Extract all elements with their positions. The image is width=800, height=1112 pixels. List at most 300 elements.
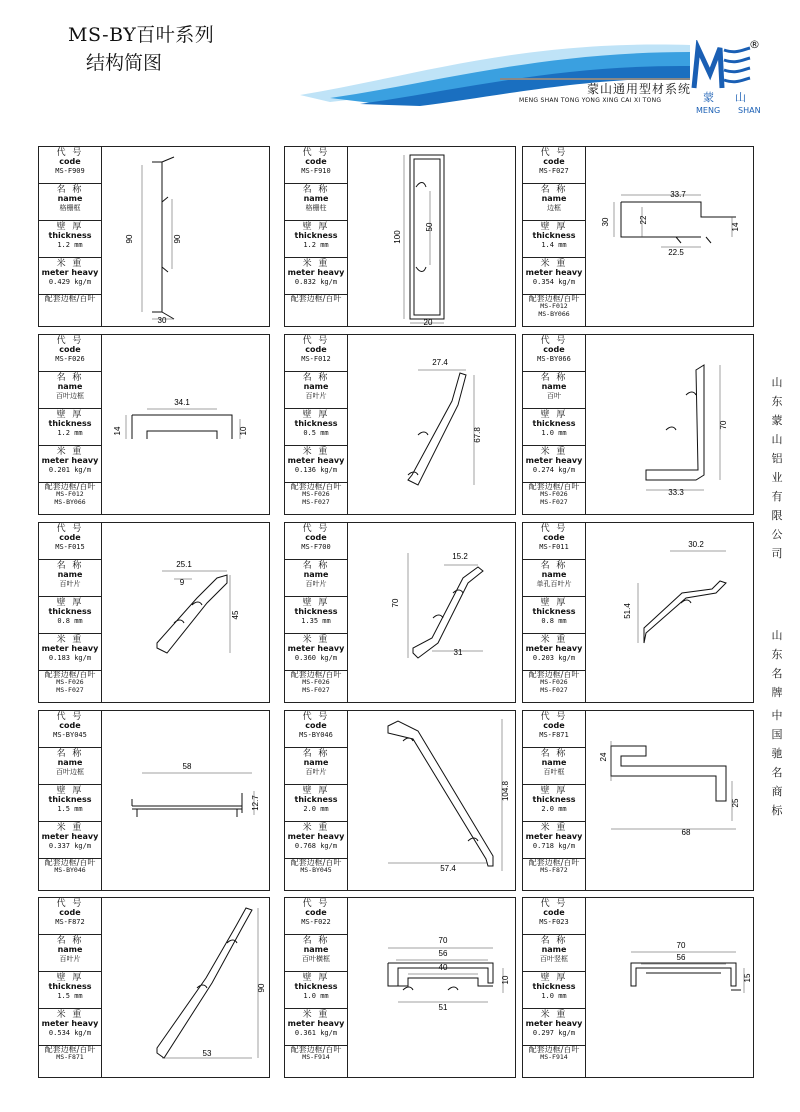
profile-drawing [586, 523, 754, 703]
thickness-label-cn: 壁 厚 [302, 222, 330, 232]
profile-drawing [348, 711, 516, 891]
weight-value: 0.337 kg/m [48, 841, 92, 850]
dimension-label: 104.8 [501, 780, 510, 802]
match-cell [39, 671, 101, 704]
name-value: 单孔百叶片 [536, 579, 572, 588]
match-label: 配套边框/百叶 [44, 482, 96, 491]
name-label-en: name [57, 382, 83, 392]
weight-cell [285, 446, 347, 483]
code-cell [523, 147, 585, 184]
match-label: 配套边框/百叶 [528, 482, 580, 491]
thickness-label-cn: 壁 厚 [302, 410, 330, 420]
name-label-cn: 名 称 [302, 373, 330, 383]
weight-cell [523, 258, 585, 295]
thickness-value: 1.0 mm [541, 428, 567, 437]
thickness-cell [285, 409, 347, 446]
profile-drawing [586, 898, 754, 1078]
match-cell [523, 483, 585, 516]
code-label-en: code [305, 157, 327, 167]
weight-label-cn: 米 重 [302, 447, 330, 457]
name-value: 百叶片 [305, 391, 327, 400]
name-cell [523, 184, 585, 221]
thickness-cell [285, 972, 347, 1009]
code-label-cn: 代 号 [540, 148, 568, 158]
code-label-cn: 代 号 [302, 336, 330, 346]
thickness-label-en: thickness [532, 419, 576, 429]
match-cell [523, 859, 585, 892]
match-value: MS-F026 MS-F027 [302, 678, 330, 694]
profile-card-ms-f027 [522, 146, 754, 327]
thickness-value: 1.2 mm [57, 240, 83, 249]
thickness-label-en: thickness [532, 795, 576, 805]
thickness-cell [523, 409, 585, 446]
thickness-label-cn: 壁 厚 [56, 410, 84, 420]
profile-drawing [348, 335, 516, 515]
dimension-lines [408, 553, 483, 658]
name-value: 格栅框 [59, 203, 81, 212]
code-value: MS-F872 [55, 917, 85, 926]
dimension-lines [388, 719, 502, 871]
dimension-label: 15.2 [452, 552, 468, 561]
name-label-en: name [541, 570, 567, 580]
dimension-label: 30 [157, 316, 167, 325]
weight-value: 0.201 kg/m [48, 465, 92, 474]
dimension-label: 24 [599, 752, 608, 762]
weight-value: 0.534 kg/m [48, 1028, 92, 1037]
name-cell [285, 184, 347, 221]
code-cell [39, 523, 101, 560]
dimension-label: 33.3 [668, 488, 684, 497]
name-label-cn: 名 称 [56, 936, 84, 946]
match-label: 配套边框/百叶 [528, 1045, 580, 1054]
spec-table [285, 523, 348, 702]
weight-value: 0.183 kg/m [48, 653, 92, 662]
name-cell [523, 935, 585, 972]
name-cell [285, 560, 347, 597]
name-label-cn: 名 称 [540, 185, 568, 195]
spec-table [285, 335, 348, 514]
weight-label-en: meter heavy [287, 456, 345, 466]
profile-card-ms-f011 [522, 522, 754, 703]
code-cell [39, 898, 101, 935]
name-cell [39, 748, 101, 785]
name-label-en: name [57, 758, 83, 768]
weight-label-cn: 米 重 [540, 447, 568, 457]
match-cell [285, 671, 347, 704]
weight-value: 0.429 kg/m [48, 277, 92, 286]
dimension-label: 15 [743, 973, 752, 983]
profile-drawing [348, 523, 516, 703]
weight-value: 0.354 kg/m [532, 277, 576, 286]
dimension-label: 51.4 [623, 603, 632, 619]
weight-label-cn: 米 重 [56, 259, 84, 269]
name-label-cn: 名 称 [540, 936, 568, 946]
dimension-label: 51 [438, 1003, 448, 1012]
code-label-en: code [305, 533, 327, 543]
profile-card-ms-f022 [284, 897, 516, 1078]
thickness-value: 1.35 mm [301, 616, 331, 625]
dimension-label: 90 [257, 983, 266, 993]
name-label-cn: 名 称 [302, 936, 330, 946]
code-value: MS-F026 [55, 354, 85, 363]
dimension-label: 70 [438, 936, 448, 945]
spec-table [523, 147, 586, 326]
weight-label-cn: 米 重 [56, 1010, 84, 1020]
thickness-value: 1.5 mm [57, 804, 83, 813]
spec-table [39, 711, 102, 890]
profile-drawing [348, 147, 516, 327]
name-value: 百叶片 [59, 954, 81, 963]
weight-value: 0.832 kg/m [294, 277, 338, 286]
code-label-en: code [59, 533, 81, 543]
weight-value: 0.297 kg/m [532, 1028, 576, 1037]
weight-label-cn: 米 重 [56, 823, 84, 833]
code-label-cn: 代 号 [56, 524, 84, 534]
match-value: MS-BY045 [300, 866, 332, 875]
thickness-value: 1.2 mm [57, 428, 83, 437]
thickness-cell [523, 785, 585, 822]
name-label-cn: 名 称 [302, 185, 330, 195]
match-label: 配套边框/百叶 [44, 670, 96, 679]
dimension-label: 57.4 [440, 864, 456, 873]
name-value: 百叶片 [305, 767, 327, 776]
thickness-label-en: thickness [532, 607, 576, 617]
thickness-cell [285, 785, 347, 822]
weight-label-cn: 米 重 [56, 447, 84, 457]
weight-label-cn: 米 重 [540, 1010, 568, 1020]
match-cell [523, 671, 585, 704]
thickness-cell [285, 597, 347, 634]
weight-label-en: meter heavy [41, 644, 99, 654]
profile-drawing [102, 711, 270, 891]
code-label-cn: 代 号 [56, 899, 84, 909]
dimension-label: 27.4 [432, 358, 448, 367]
code-value: MS-F027 [539, 166, 569, 175]
thickness-label-cn: 壁 厚 [56, 598, 84, 608]
profile-card-ms-f910 [284, 146, 516, 327]
spec-table [523, 898, 586, 1077]
code-label-en: code [543, 345, 565, 355]
name-value: 百叶横框 [302, 954, 330, 963]
code-cell [285, 711, 347, 748]
name-label-cn: 名 称 [302, 749, 330, 759]
dimension-label: 53 [202, 1049, 212, 1058]
name-cell [39, 560, 101, 597]
weight-label-en: meter heavy [41, 832, 99, 842]
profile-card-ms-f023 [522, 897, 754, 1078]
thickness-cell [523, 597, 585, 634]
code-cell [39, 147, 101, 184]
thickness-value: 0.8 mm [541, 616, 567, 625]
spec-table [39, 523, 102, 702]
thickness-value: 1.2 mm [303, 240, 329, 249]
name-cell [39, 184, 101, 221]
profile-outline [631, 963, 741, 990]
thickness-label-cn: 壁 厚 [540, 598, 568, 608]
code-value: MS-F023 [539, 917, 569, 926]
weight-label-en: meter heavy [525, 1019, 583, 1029]
weight-value: 0.274 kg/m [532, 465, 576, 474]
code-label-en: code [305, 908, 327, 918]
weight-cell [523, 822, 585, 859]
dimension-lines [638, 551, 726, 643]
thickness-label-en: thickness [48, 419, 92, 429]
dimension-lines [614, 195, 732, 247]
dimension-label: 33.7 [670, 190, 686, 199]
dimension-label: 70 [719, 420, 728, 430]
name-label-en: name [303, 945, 329, 955]
name-label-en: name [541, 945, 567, 955]
match-cell [285, 859, 347, 892]
match-value: MS-F914 [540, 1053, 568, 1062]
thickness-value: 1.0 mm [303, 991, 329, 1000]
weight-cell [285, 822, 347, 859]
name-label-cn: 名 称 [56, 185, 84, 195]
code-label-cn: 代 号 [56, 148, 84, 158]
dimension-label: 30 [601, 217, 610, 227]
thickness-value: 1.0 mm [541, 991, 567, 1000]
spec-table [523, 523, 586, 702]
weight-value: 0.718 kg/m [532, 841, 576, 850]
code-label-en: code [305, 721, 327, 731]
profile-card-ms-f015 [38, 522, 270, 703]
weight-label-en: meter heavy [41, 1019, 99, 1029]
code-label-en: code [543, 721, 565, 731]
code-label-en: code [543, 908, 565, 918]
profile-card-ms-by045 [38, 710, 270, 891]
match-label: 配套边框/百叶 [528, 670, 580, 679]
code-value: MS-F910 [301, 166, 331, 175]
dimension-label: 70 [391, 598, 400, 608]
code-cell [523, 711, 585, 748]
profile-outline [413, 567, 483, 658]
profile-outline [132, 415, 232, 439]
match-cell [285, 295, 347, 328]
code-value: MS-F012 [301, 354, 331, 363]
weight-label-cn: 米 重 [56, 635, 84, 645]
thickness-cell [39, 785, 101, 822]
match-label: 配套边框/百叶 [44, 294, 96, 303]
thickness-label-cn: 壁 厚 [302, 786, 330, 796]
dimension-label: 9 [179, 578, 185, 587]
name-label-cn: 名 称 [56, 561, 84, 571]
profile-outline [646, 365, 704, 480]
weight-value: 0.203 kg/m [532, 653, 576, 662]
thickness-label-en: thickness [48, 607, 92, 617]
thickness-value: 2.0 mm [303, 804, 329, 813]
name-cell [523, 560, 585, 597]
code-cell [285, 147, 347, 184]
weight-label-en: meter heavy [525, 268, 583, 278]
thickness-cell [39, 972, 101, 1009]
profile-card-ms-f871 [522, 710, 754, 891]
brand-name-en: MENG SHAN TONG YONG XING CAI XI TONG [519, 97, 662, 104]
thickness-label-en: thickness [294, 231, 338, 241]
match-label: 配套边框/百叶 [290, 294, 342, 303]
logo-en-2: SHAN [738, 106, 761, 115]
profile-drawing [586, 335, 754, 515]
weight-cell [39, 258, 101, 295]
code-label-en: code [543, 157, 565, 167]
match-value: MS-BY046 [54, 866, 86, 875]
profile-outline [157, 908, 252, 1058]
profile-card-ms-by046 [284, 710, 516, 891]
logo-cn-2: 山 [735, 91, 746, 104]
thickness-cell [39, 221, 101, 258]
dimension-label: 14 [731, 222, 740, 232]
match-value: MS-F012 MS-BY066 [54, 490, 86, 506]
match-cell [39, 483, 101, 516]
profile-outline [132, 793, 242, 817]
weight-value: 0.360 kg/m [294, 653, 338, 662]
spec-table [285, 711, 348, 890]
weight-label-en: meter heavy [525, 832, 583, 842]
name-value: 百叶边框 [56, 767, 84, 776]
profile-card-ms-f700 [284, 522, 516, 703]
match-cell [39, 859, 101, 892]
match-value: MS-F012 MS-BY066 [538, 302, 570, 318]
code-label-en: code [59, 908, 81, 918]
name-label-en: name [303, 758, 329, 768]
code-value: MS-F011 [539, 542, 569, 551]
series-title: MS-BY百叶系列 [68, 24, 215, 46]
dimension-label: 22.5 [668, 248, 684, 257]
thickness-value: 2.0 mm [541, 804, 567, 813]
dimension-label: 22 [639, 215, 648, 225]
spec-table [285, 898, 348, 1077]
weight-label-cn: 米 重 [302, 259, 330, 269]
profile-drawing [102, 523, 270, 703]
weight-label-en: meter heavy [287, 644, 345, 654]
thickness-label-cn: 壁 厚 [540, 222, 568, 232]
code-cell [523, 898, 585, 935]
dimension-label: 25.1 [176, 560, 192, 569]
weight-label-cn: 米 重 [540, 635, 568, 645]
name-label-cn: 名 称 [540, 561, 568, 571]
match-value: MS-F914 [302, 1053, 330, 1062]
code-cell [285, 335, 347, 372]
dimension-label: 10 [501, 975, 510, 985]
match-label: 配套边框/百叶 [528, 858, 580, 867]
name-value: 百叶框 [543, 767, 565, 776]
code-label-cn: 代 号 [302, 148, 330, 158]
weight-cell [285, 1009, 347, 1046]
thickness-label-en: thickness [294, 607, 338, 617]
dimension-label: 34.1 [174, 398, 190, 407]
name-value: 边框 [547, 203, 561, 212]
name-label-cn: 名 称 [56, 749, 84, 759]
name-value: 格栅柱 [305, 203, 327, 212]
side-brand-1: 山东名牌 [771, 629, 783, 699]
thickness-cell [39, 409, 101, 446]
thickness-label-cn: 壁 厚 [56, 222, 84, 232]
thickness-label-cn: 壁 厚 [56, 786, 84, 796]
profile-card-ms-f872 [38, 897, 270, 1078]
code-cell [523, 335, 585, 372]
dimension-label: 58 [182, 762, 192, 771]
dimension-label: 90 [173, 234, 182, 244]
code-label-cn: 代 号 [302, 899, 330, 909]
code-label-en: code [305, 345, 327, 355]
thickness-label-en: thickness [48, 795, 92, 805]
thickness-label-en: thickness [48, 982, 92, 992]
name-label-en: name [303, 382, 329, 392]
name-label-cn: 名 称 [540, 749, 568, 759]
weight-label-en: meter heavy [41, 456, 99, 466]
spec-table [39, 898, 102, 1077]
code-label-cn: 代 号 [540, 899, 568, 909]
thickness-label-en: thickness [48, 231, 92, 241]
dimension-label: 56 [676, 953, 686, 962]
weight-label-en: meter heavy [525, 456, 583, 466]
code-label-cn: 代 号 [540, 336, 568, 346]
code-label-en: code [59, 157, 81, 167]
code-value: MS-BY066 [537, 354, 571, 363]
dimension-label: 14 [113, 426, 122, 436]
weight-label-en: meter heavy [287, 832, 345, 842]
mengshan-logo-icon [690, 40, 754, 92]
name-label-cn: 名 称 [56, 373, 84, 383]
match-label: 配套边框/百叶 [290, 1045, 342, 1054]
dimension-label: 20 [423, 318, 433, 327]
weight-label-cn: 米 重 [302, 823, 330, 833]
profile-card-ms-f012 [284, 334, 516, 515]
profile-outline [408, 373, 466, 485]
thickness-value: 0.8 mm [57, 616, 83, 625]
weight-cell [39, 1009, 101, 1046]
spec-table [39, 335, 102, 514]
match-cell [523, 1046, 585, 1079]
code-label-cn: 代 号 [540, 712, 568, 722]
code-label-cn: 代 号 [302, 524, 330, 534]
weight-label-cn: 米 重 [302, 1010, 330, 1020]
match-value: MS-F026 MS-F027 [540, 678, 568, 694]
dimension-lines [162, 571, 230, 653]
dimension-label: 40 [438, 963, 448, 972]
match-label: 配套边框/百叶 [44, 858, 96, 867]
match-value: MS-F872 [540, 866, 568, 875]
weight-cell [523, 1009, 585, 1046]
thickness-cell [523, 972, 585, 1009]
profile-drawing [102, 335, 270, 515]
code-cell [285, 523, 347, 560]
dimension-label: 31 [453, 648, 463, 657]
match-cell [285, 1046, 347, 1079]
weight-label-en: meter heavy [525, 644, 583, 654]
side-brand-2: 中国驰名商标 [771, 709, 783, 817]
thickness-label-cn: 壁 厚 [56, 973, 84, 983]
profile-drawing [586, 711, 754, 891]
name-label-en: name [57, 570, 83, 580]
thickness-value: 1.4 mm [541, 240, 567, 249]
thickness-label-cn: 壁 厚 [540, 786, 568, 796]
code-label-cn: 代 号 [56, 336, 84, 346]
spec-table [523, 335, 586, 514]
dimension-lines [162, 908, 258, 1058]
thickness-cell [523, 221, 585, 258]
spec-table [285, 147, 348, 326]
dimension-label: 10 [239, 426, 248, 436]
profile-drawing [348, 898, 516, 1078]
weight-label-cn: 米 重 [540, 823, 568, 833]
brand-name-cn: 蒙山通用型材系统 [587, 82, 692, 96]
profile-card-ms-by066 [522, 334, 754, 515]
profile-outline [157, 575, 227, 653]
name-label-en: name [303, 570, 329, 580]
profile-card-ms-f909 [38, 146, 270, 327]
code-label-en: code [59, 345, 81, 355]
profile-outline [388, 721, 493, 866]
